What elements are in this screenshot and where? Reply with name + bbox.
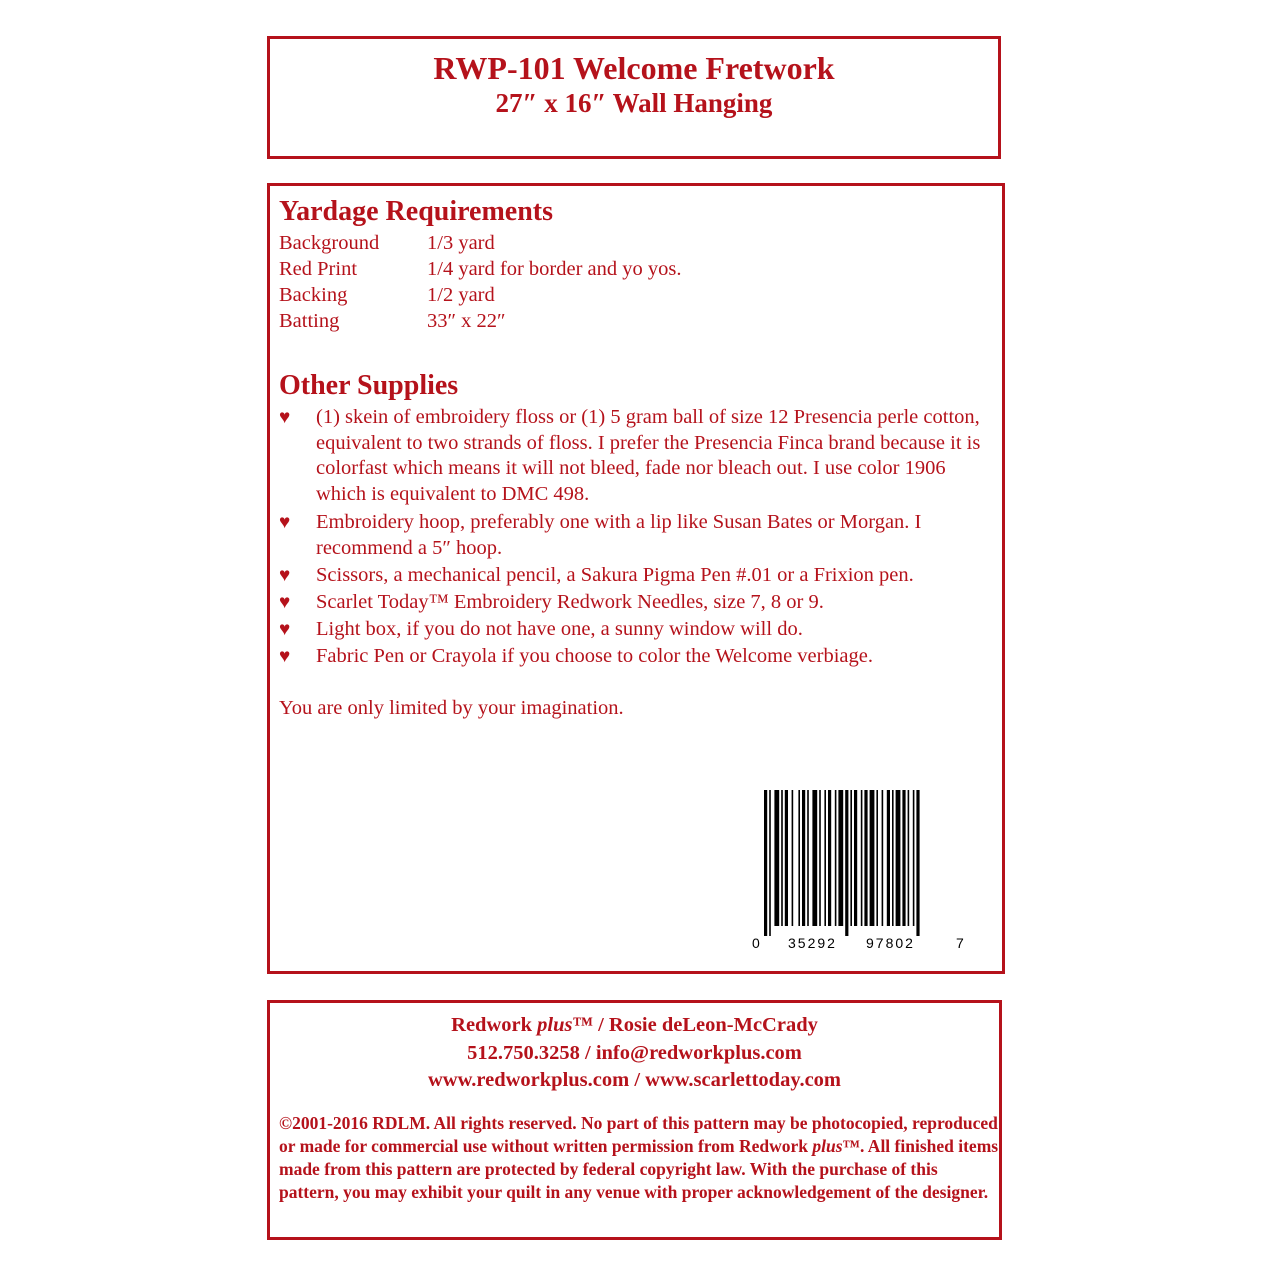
yardage-heading: Yardage Requirements xyxy=(279,196,554,227)
publisher-name: Redwork xyxy=(451,1014,538,1036)
heart-icon: ♥ xyxy=(279,646,291,667)
contact-line: 512.750.3258 / info@redworkplus.com xyxy=(467,1041,802,1064)
barcode-bar xyxy=(870,790,875,926)
barcode-bar xyxy=(882,790,884,926)
barcode-bar xyxy=(774,790,779,926)
pattern-title: RWP-101 Welcome Fretwork xyxy=(433,50,835,86)
supply-text: Scarlet Today™ Embroidery Redwork Needles, size 7, 8 or 9. xyxy=(316,591,824,613)
barcode-bar xyxy=(824,790,826,926)
copyright-text: ©2001-2016 RDLM. All rights reserved. No part of this pattern may be photocopied, reproduced or made for commercial use without written permission from Redwork xyxy=(279,1113,998,1156)
supply-item xyxy=(279,510,999,561)
supply-item xyxy=(279,405,999,507)
barcode-bar xyxy=(769,790,771,936)
heart-icon: ♥ xyxy=(279,565,291,586)
barcode-bar xyxy=(812,790,817,926)
barcode-bar xyxy=(854,790,857,926)
barcode-bar xyxy=(835,790,837,926)
yardage-value: 1/4 yard for border and yo yos. xyxy=(427,258,682,280)
yardage-row xyxy=(279,230,495,256)
barcode-bar xyxy=(792,790,794,926)
yardage-label: Backing xyxy=(279,284,348,306)
supply-text: (1) skein of embroidery floss or (1) 5 gram ball of size 12 Presencia perle cotton, equivalent to two strands of floss. I prefer the Presencia Finca brand because it is colorfast which means it will not bleed, fade nor bleach out. I use color 1906 which is equivalent to DMC 498. xyxy=(316,406,981,505)
barcode-bar xyxy=(908,790,910,926)
barcode-bar xyxy=(828,790,831,926)
heart-icon: ♥ xyxy=(279,619,291,640)
supplies-heading: Other Supplies xyxy=(279,370,459,401)
barcode-bar xyxy=(845,790,848,936)
supply-text: Scissors, a mechanical pencil, a Sakura Pigma Pen #.01 or a Frixion pen. xyxy=(316,564,914,586)
yardage-label: Batting xyxy=(279,310,340,332)
designer-name: ™ / Rosie deLeon-McCrady xyxy=(572,1014,818,1036)
copyright-notice xyxy=(279,1112,999,1204)
barcode-bar xyxy=(916,790,919,936)
barcode-bar xyxy=(850,790,852,926)
yardage-value: 33″ x 22″ xyxy=(427,310,506,332)
barcode-bars xyxy=(764,790,920,936)
barcode-bar xyxy=(785,790,788,926)
barcode-digit: 7 xyxy=(956,935,964,951)
supply-item xyxy=(279,617,999,643)
yardage-row xyxy=(279,282,495,308)
pattern-subtitle: 27″ x 16″ Wall Hanging xyxy=(495,88,773,118)
supply-item xyxy=(279,563,999,589)
barcode-bar xyxy=(876,790,878,926)
heart-icon: ♥ xyxy=(279,407,291,428)
barcode-bar xyxy=(913,790,915,926)
yardage-value: 1/2 yard xyxy=(427,284,495,306)
barcode-bar xyxy=(892,790,894,926)
barcode-bar xyxy=(887,790,890,926)
yardage-label: Red Print xyxy=(279,258,358,280)
barcode-digit: 35292 xyxy=(788,935,837,951)
closing-note: You are only limited by your imagination. xyxy=(279,697,624,719)
copyright-text: ™. All finished items made from this pattern are protected by federal copyright law. With the purchase of this pattern, you may exhibit your quilt in any venue with proper acknowledgement of the designer. xyxy=(279,1136,999,1202)
copyright-italic: plus xyxy=(812,1136,843,1156)
barcode-bar xyxy=(838,790,843,926)
barcode-bar xyxy=(764,790,767,936)
supply-text: Fabric Pen or Crayola if you choose to color the Welcome verbiage. xyxy=(316,645,873,667)
barcode-bar xyxy=(798,790,800,926)
barcode xyxy=(748,786,968,956)
title-box xyxy=(267,36,1001,159)
barcode-digit: 0 xyxy=(752,935,760,951)
yardage-row xyxy=(279,308,506,334)
barcode-bar xyxy=(819,790,821,926)
heart-icon: ♥ xyxy=(279,592,291,613)
barcode-bar xyxy=(861,790,863,926)
publisher-box xyxy=(267,1000,1002,1240)
yardage-value: 1/3 yard xyxy=(427,232,495,254)
supply-item xyxy=(279,644,999,670)
barcode-bar xyxy=(902,790,905,926)
publisher-name-italic: plus xyxy=(537,1014,573,1036)
supply-item xyxy=(279,590,999,616)
website-line: www.redworkplus.com / www.scarlettoday.com xyxy=(427,1069,841,1091)
barcode-bar xyxy=(802,790,805,926)
requirements-box xyxy=(267,183,1005,974)
yardage-label: Background xyxy=(279,232,380,254)
barcode-digit: 97802 xyxy=(866,935,915,951)
supply-text: Embroidery hoop, preferably one with a lip like Susan Bates or Morgan. I recommend a 5″ hoop. xyxy=(316,511,922,559)
yardage-row xyxy=(279,256,681,282)
barcode-bar xyxy=(864,790,867,926)
publisher-line xyxy=(270,1012,999,1040)
heart-icon: ♥ xyxy=(279,512,291,533)
barcode-bar xyxy=(781,790,783,926)
barcode-bar xyxy=(896,790,901,926)
barcode-bar xyxy=(807,790,809,926)
supply-text: Light box, if you do not have one, a sunny window will do. xyxy=(316,618,803,640)
